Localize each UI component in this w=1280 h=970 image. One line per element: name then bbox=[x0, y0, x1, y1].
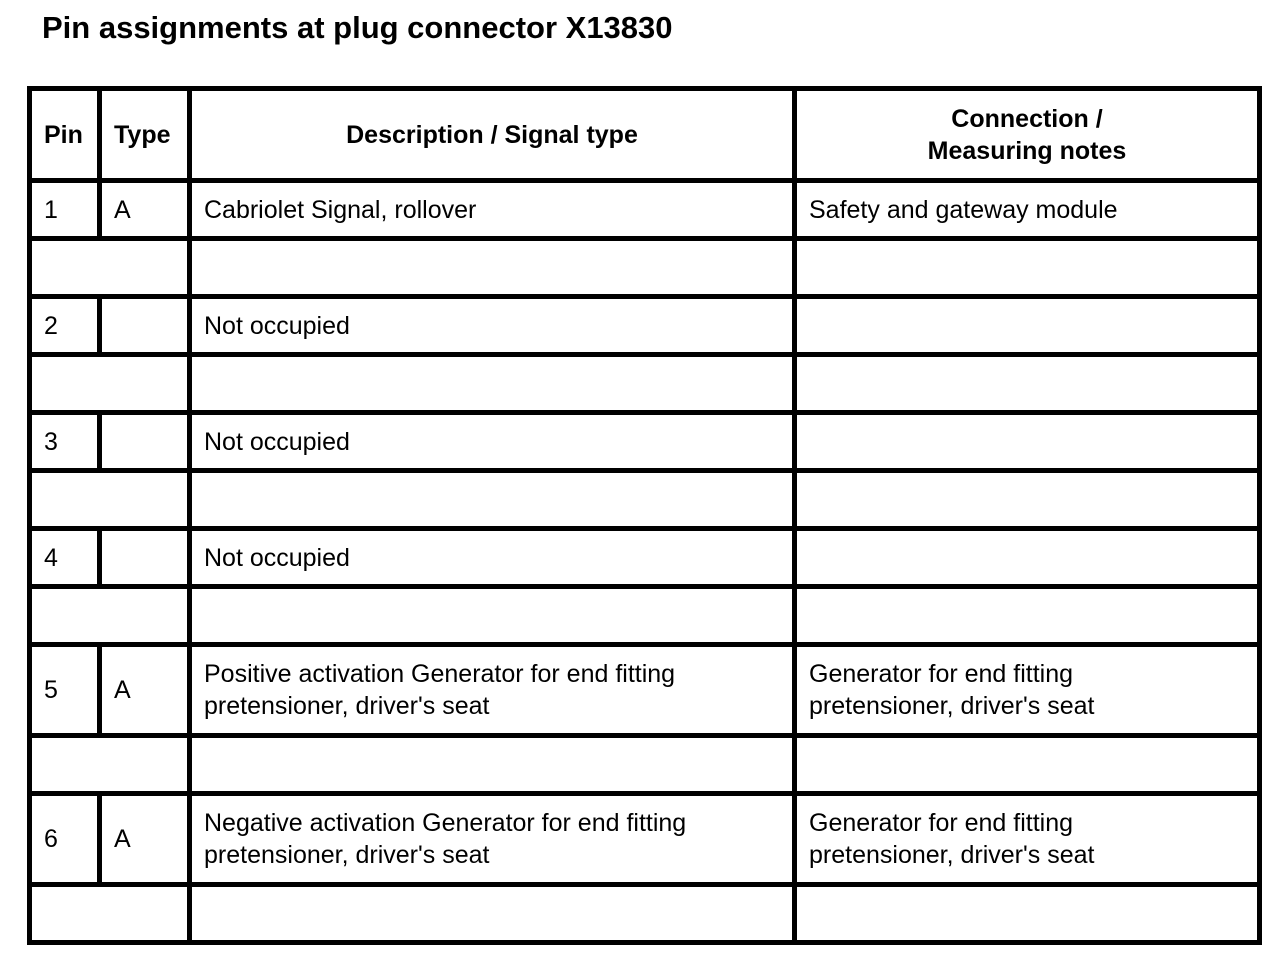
table-row bbox=[30, 181, 1260, 239]
description-cell-line: Cabriolet Signal, rollover bbox=[204, 195, 477, 224]
column-header-pin: Pin bbox=[30, 89, 100, 181]
description-cell bbox=[190, 794, 795, 885]
column-header-type: Type bbox=[100, 89, 190, 181]
description-cell bbox=[190, 529, 795, 587]
connection-cell-line: Generator for end fitting bbox=[809, 809, 1074, 837]
connection-cell-line: pretensioner, driver's seat bbox=[809, 841, 1095, 869]
spacer-cell bbox=[795, 239, 1260, 297]
spacer-row bbox=[30, 736, 1260, 794]
connection-cell bbox=[795, 413, 1260, 471]
table-header-row bbox=[30, 89, 1260, 181]
description-cell-line: Not occupied bbox=[204, 311, 350, 340]
description-cell-line: pretensioner, driver's seat bbox=[204, 841, 490, 869]
spacer-cell bbox=[190, 587, 795, 645]
connection-cell bbox=[795, 529, 1260, 587]
pin-cell: 4 bbox=[30, 529, 100, 587]
column-header-connection-line2: Measuring notes bbox=[927, 136, 1127, 165]
column-header-connection-line1: Connection / bbox=[951, 104, 1103, 133]
column-header-connection bbox=[795, 89, 1260, 181]
type-cell: A bbox=[100, 181, 190, 239]
connection-cell bbox=[795, 297, 1260, 355]
pin-cell: 2 bbox=[30, 297, 100, 355]
connection-cell-line: Safety and gateway module bbox=[809, 195, 1118, 224]
spacer-cell bbox=[190, 885, 795, 943]
type-cell bbox=[100, 413, 190, 471]
table-row bbox=[30, 794, 1260, 885]
spacer-row bbox=[30, 885, 1260, 943]
table-row bbox=[30, 413, 1260, 471]
description-cell bbox=[190, 645, 795, 736]
spacer-cell bbox=[795, 471, 1260, 529]
type-cell bbox=[100, 529, 190, 587]
table-row bbox=[30, 297, 1260, 355]
spacer-cell bbox=[795, 587, 1260, 645]
page-title: Pin assignments at plug connector X13830 bbox=[42, 10, 673, 45]
spacer-row bbox=[30, 471, 1260, 529]
spacer-cell bbox=[795, 355, 1260, 413]
spacer-row bbox=[30, 355, 1260, 413]
connection-cell-line: pretensioner, driver's seat bbox=[809, 692, 1095, 720]
spacer-cell bbox=[30, 885, 190, 943]
pin-cell: 6 bbox=[30, 794, 100, 885]
table-row bbox=[30, 645, 1260, 736]
description-cell bbox=[190, 297, 795, 355]
spacer-cell bbox=[30, 736, 190, 794]
type-cell: A bbox=[100, 645, 190, 736]
spacer-cell bbox=[190, 239, 795, 297]
column-header-description: Description / Signal type bbox=[190, 89, 795, 181]
spacer-cell bbox=[795, 885, 1260, 943]
connection-cell bbox=[795, 794, 1260, 885]
spacer-row bbox=[30, 239, 1260, 297]
table-row bbox=[30, 529, 1260, 587]
pin-cell: 5 bbox=[30, 645, 100, 736]
description-cell bbox=[190, 413, 795, 471]
pin-cell: 3 bbox=[30, 413, 100, 471]
spacer-cell bbox=[190, 471, 795, 529]
connection-cell-line: Generator for end fitting bbox=[809, 660, 1074, 688]
spacer-cell bbox=[30, 587, 190, 645]
description-cell bbox=[190, 181, 795, 239]
description-cell-line: Not occupied bbox=[204, 543, 350, 572]
spacer-cell bbox=[30, 355, 190, 413]
description-cell-line: pretensioner, driver's seat bbox=[204, 692, 490, 720]
connection-cell bbox=[795, 645, 1260, 736]
table-body bbox=[30, 181, 1260, 943]
description-cell-line: Negative activation Generator for end fitting bbox=[204, 809, 687, 837]
spacer-row bbox=[30, 587, 1260, 645]
description-cell-line: Not occupied bbox=[204, 427, 350, 456]
pin-assignment-table bbox=[27, 86, 1262, 945]
spacer-cell bbox=[30, 239, 190, 297]
spacer-cell bbox=[795, 736, 1260, 794]
pin-cell: 1 bbox=[30, 181, 100, 239]
description-cell-line: Positive activation Generator for end fitting bbox=[204, 660, 676, 688]
connection-cell bbox=[795, 181, 1260, 239]
type-cell: A bbox=[100, 794, 190, 885]
spacer-cell bbox=[190, 736, 795, 794]
spacer-cell bbox=[30, 471, 190, 529]
type-cell bbox=[100, 297, 190, 355]
spacer-cell bbox=[190, 355, 795, 413]
